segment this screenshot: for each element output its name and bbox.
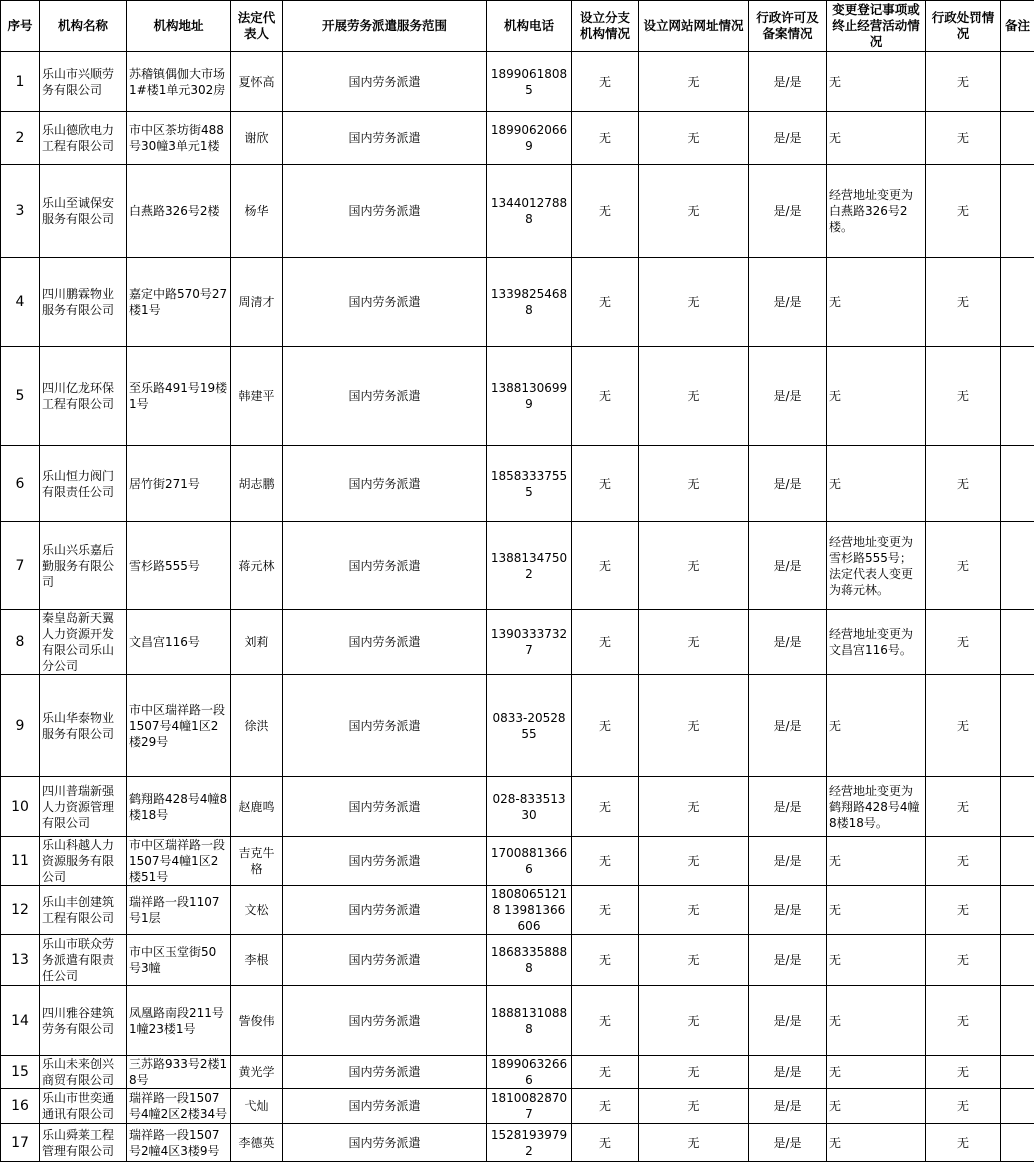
table-cell: 18990632666 (487, 1056, 572, 1089)
table-cell (1001, 258, 1034, 347)
table-cell: 3 (1, 165, 40, 258)
table-cell: 杨华 (231, 165, 283, 258)
table-cell: 秦皇岛新天翼人力资源开发有限公司乐山分公司 (40, 610, 127, 675)
table-cell: 无 (639, 112, 749, 165)
table-cell: 无 (926, 522, 1001, 610)
table-cell: 国内劳务派遣 (283, 675, 487, 777)
table-cell: 13 (1, 935, 40, 986)
table-cell: 四川普瑞新强人力资源管理有限公司 (40, 777, 127, 837)
table-cell: 无 (572, 886, 639, 935)
table-cell: 夏怀高 (231, 52, 283, 112)
header-cell: 法定代表人 (231, 1, 283, 52)
table-row (1, 522, 1034, 610)
table-cell: 乐山兴乐嘉后勤服务有限公司 (40, 522, 127, 610)
table-cell: 国内劳务派遣 (283, 1124, 487, 1162)
table-cell: 国内劳务派遣 (283, 837, 487, 886)
table-cell: 15 (1, 1056, 40, 1089)
table-cell: 11 (1, 837, 40, 886)
table-cell: 吉克牛格 (231, 837, 283, 886)
table-cell: 无 (827, 52, 926, 112)
table-cell: 无 (926, 112, 1001, 165)
header-cell: 设立分支机构情况 (572, 1, 639, 52)
table-cell: 至乐路491号19楼1号 (127, 347, 231, 446)
table-cell: 是/是 (749, 886, 827, 935)
table-cell: 四川雅谷建筑劳务有限公司 (40, 986, 127, 1056)
table-cell: 18990620669 (487, 112, 572, 165)
table-cell: 无 (572, 935, 639, 986)
table-row (1, 675, 1034, 777)
table-cell: 无 (926, 610, 1001, 675)
table-cell: 无 (639, 446, 749, 522)
table-cell: 三苏路933号2楼18号 (127, 1056, 231, 1089)
table-cell: 乐山恒力阀门有限责任公司 (40, 446, 127, 522)
table-cell: 国内劳务派遣 (283, 446, 487, 522)
table-cell: 无 (926, 986, 1001, 1056)
table-cell: 无 (639, 935, 749, 986)
table-cell: 是/是 (749, 777, 827, 837)
table-cell: 赵鹿鸣 (231, 777, 283, 837)
table-cell: 乐山至诚保安服务有限公司 (40, 165, 127, 258)
table-cell: 是/是 (749, 446, 827, 522)
table-cell: 12 (1, 886, 40, 935)
table-row (1, 1089, 1034, 1124)
table-cell: 国内劳务派遣 (283, 52, 487, 112)
table-cell: 是/是 (749, 347, 827, 446)
table-cell: 市中区瑞祥路一段1507号4幢1区2楼51号 (127, 837, 231, 886)
table-cell: 是/是 (749, 1089, 827, 1124)
table-cell: 文昌宫116号 (127, 610, 231, 675)
table-cell: 无 (639, 52, 749, 112)
table-cell: 13903337327 (487, 610, 572, 675)
header-cell: 备注 (1001, 1, 1034, 52)
table-cell: 是/是 (749, 1056, 827, 1089)
table-cell: 市中区茶坊街488号30幢3单元1楼 (127, 112, 231, 165)
table-cell (1001, 1089, 1034, 1124)
table-cell: 鹤翔路428号4幢8楼18号 (127, 777, 231, 837)
table-row (1, 837, 1034, 886)
table-cell: 无 (639, 777, 749, 837)
table-cell: 15281939792 (487, 1124, 572, 1162)
table-cell: 无 (926, 935, 1001, 986)
table-cell (1001, 1124, 1034, 1162)
table-cell: 4 (1, 258, 40, 347)
table-cell: 无 (572, 258, 639, 347)
table-cell: 乐山德欣电力工程有限公司 (40, 112, 127, 165)
table-cell: 无 (572, 777, 639, 837)
table-row (1, 1124, 1034, 1162)
table-cell: 无 (827, 112, 926, 165)
header-cell: 变更登记事项或终止经营活动情况 (827, 1, 926, 52)
table-cell: 无 (827, 986, 926, 1056)
table-cell: 18583337555 (487, 446, 572, 522)
table-cell: 无 (827, 1056, 926, 1089)
table-cell: 苏稽镇偶伽大市场1#楼1单元302房 (127, 52, 231, 112)
table-cell: 16 (1, 1089, 40, 1124)
table-cell: 国内劳务派遣 (283, 258, 487, 347)
table-cell: 乐山市世奕通通讯有限公司 (40, 1089, 127, 1124)
table-cell: 市中区玉堂街50号3幢 (127, 935, 231, 986)
table-cell: 是/是 (749, 986, 827, 1056)
table-cell: 无 (926, 837, 1001, 886)
table-cell: 国内劳务派遣 (283, 986, 487, 1056)
table-row (1, 446, 1034, 522)
table-cell: 四川鹏霖物业服务有限公司 (40, 258, 127, 347)
table-cell: 无 (827, 1089, 926, 1124)
table-cell: 刘莉 (231, 610, 283, 675)
table-cell: 无 (639, 347, 749, 446)
table-row (1, 1056, 1034, 1089)
table-cell: 是/是 (749, 935, 827, 986)
table-cell (1001, 165, 1034, 258)
table-cell: 韩建平 (231, 347, 283, 446)
table-cell: 雪杉路555号 (127, 522, 231, 610)
table-cell: 国内劳务派遣 (283, 610, 487, 675)
table-cell (1001, 522, 1034, 610)
table-cell (1001, 675, 1034, 777)
table-cell: 无 (639, 522, 749, 610)
table-cell: 028-83351330 (487, 777, 572, 837)
table-cell: 无 (639, 1124, 749, 1162)
table-cell: 乐山华泰物业服务有限公司 (40, 675, 127, 777)
table-cell: 无 (572, 986, 639, 1056)
table-cell: 6 (1, 446, 40, 522)
table-cell: 无 (926, 258, 1001, 347)
table-cell: 乐山丰创建筑工程有限公司 (40, 886, 127, 935)
table-cell (1001, 777, 1034, 837)
table-cell: 14 (1, 986, 40, 1056)
table-cell: 无 (926, 1056, 1001, 1089)
table-cell: 无 (572, 1124, 639, 1162)
table-cell: 周清才 (231, 258, 283, 347)
table-cell: 是/是 (749, 837, 827, 886)
table-row (1, 935, 1034, 986)
table-cell: 无 (639, 837, 749, 886)
table-cell: 黄光学 (231, 1056, 283, 1089)
table-cell: 7 (1, 522, 40, 610)
table-cell: 无 (827, 1124, 926, 1162)
table-cell: 无 (926, 446, 1001, 522)
table-cell: 无 (572, 52, 639, 112)
table-cell: 国内劳务派遣 (283, 165, 487, 258)
table-cell: 无 (827, 675, 926, 777)
table-cell: 国内劳务派遣 (283, 522, 487, 610)
table-cell (1001, 886, 1034, 935)
table-cell: 国内劳务派遣 (283, 886, 487, 935)
header-cell: 设立网站网址情况 (639, 1, 749, 52)
table-cell: 是/是 (749, 1124, 827, 1162)
table-row (1, 258, 1034, 347)
table-cell: 无 (827, 446, 926, 522)
table-cell: 无 (572, 610, 639, 675)
table-cell: 无 (572, 1089, 639, 1124)
table-cell: 无 (926, 1124, 1001, 1162)
table-cell: 文松 (231, 886, 283, 935)
table-cell: 9 (1, 675, 40, 777)
table-cell: 无 (926, 165, 1001, 258)
table-row (1, 777, 1034, 837)
table-cell: 18881310888 (487, 986, 572, 1056)
table-cell: 居竹街271号 (127, 446, 231, 522)
table-cell: 经营地址变更为鹤翔路428号4幢8楼18号。 (827, 777, 926, 837)
header-row (1, 1, 1034, 52)
table-cell: 10 (1, 777, 40, 837)
table-cell: 是/是 (749, 258, 827, 347)
table-cell: 经营地址变更为白燕路326号2楼。 (827, 165, 926, 258)
table-cell: 无 (926, 675, 1001, 777)
table-cell: 无 (639, 610, 749, 675)
table-cell: 5 (1, 347, 40, 446)
table-cell (1001, 986, 1034, 1056)
table-cell: 经营地址变更为文昌宫116号。 (827, 610, 926, 675)
table-cell: 是/是 (749, 522, 827, 610)
table-cell: 13881306999 (487, 347, 572, 446)
table-cell: 无 (827, 886, 926, 935)
table-cell: 国内劳务派遣 (283, 1089, 487, 1124)
table-cell: 是/是 (749, 52, 827, 112)
table-cell: 无 (572, 1056, 639, 1089)
table-cell: 无 (639, 165, 749, 258)
table-cell: 瑞祥路一段1507号4幢2区2楼34号 (127, 1089, 231, 1124)
table-row (1, 52, 1034, 112)
table-cell: 无 (827, 837, 926, 886)
header-cell: 开展劳务派遣服务范围 (283, 1, 487, 52)
table-cell: 无 (572, 446, 639, 522)
table-body (1, 52, 1034, 1162)
table-cell: 无 (572, 675, 639, 777)
table-cell: 瑞祥路一段1507号2幢4区3楼9号 (127, 1124, 231, 1162)
table-cell: 无 (926, 1089, 1001, 1124)
table-cell: 无 (827, 258, 926, 347)
table-cell: 凤凰路南段211号1幢23楼1号 (127, 986, 231, 1056)
table-cell: 2 (1, 112, 40, 165)
table-cell (1001, 935, 1034, 986)
header-cell: 序号 (1, 1, 40, 52)
table-cell: 市中区瑞祥路一段1507号4幢1区2楼29号 (127, 675, 231, 777)
table-cell: 无 (572, 347, 639, 446)
header-cell: 行政处罚情况 (926, 1, 1001, 52)
table-cell: 李德英 (231, 1124, 283, 1162)
table-cell (1001, 52, 1034, 112)
table-row (1, 610, 1034, 675)
header-cell: 行政许可及备案情况 (749, 1, 827, 52)
table-row (1, 347, 1034, 446)
table-cell: 李根 (231, 935, 283, 986)
table-cell: 18990618085 (487, 52, 572, 112)
table-cell: 是/是 (749, 112, 827, 165)
header-cell: 机构名称 (40, 1, 127, 52)
table-cell: 经营地址变更为雪杉路555号；法定代表人变更为蒋元林。 (827, 522, 926, 610)
table-cell (1001, 610, 1034, 675)
table-cell: 13398254688 (487, 258, 572, 347)
table-cell (1001, 1056, 1034, 1089)
table-cell: 无 (572, 165, 639, 258)
table-row (1, 112, 1034, 165)
table-cell: 17 (1, 1124, 40, 1162)
table-cell: 无 (639, 258, 749, 347)
table-cell: 无 (639, 886, 749, 935)
table-cell: 乐山未来创兴商贸有限公司 (40, 1056, 127, 1089)
table-cell: 訾俊伟 (231, 986, 283, 1056)
table-cell: 无 (639, 1089, 749, 1124)
table-cell: 0833-2052855 (487, 675, 572, 777)
table-cell: 国内劳务派遣 (283, 112, 487, 165)
table-cell: 18100828707 (487, 1089, 572, 1124)
table-cell: 无 (572, 837, 639, 886)
table-cell: 国内劳务派遣 (283, 777, 487, 837)
table-cell: 无 (926, 886, 1001, 935)
table-cell: 白燕路326号2楼 (127, 165, 231, 258)
table-cell: 17008813666 (487, 837, 572, 886)
header-cell: 机构地址 (127, 1, 231, 52)
table-cell: 蒋元林 (231, 522, 283, 610)
table-cell: 是/是 (749, 675, 827, 777)
table-cell: 乐山市联众劳务派遣有限责任公司 (40, 935, 127, 986)
table-cell: 徐洪 (231, 675, 283, 777)
table-cell: 弋灿 (231, 1089, 283, 1124)
table-cell: 国内劳务派遣 (283, 347, 487, 446)
table-cell: 瑞祥路一段1107号1层 (127, 886, 231, 935)
table-row (1, 165, 1034, 258)
table-cell: 是/是 (749, 610, 827, 675)
table-cell: 四川亿龙环保工程有限公司 (40, 347, 127, 446)
table-cell: 乐山科越人力资源服务有限公司 (40, 837, 127, 886)
table-cell: 8 (1, 610, 40, 675)
table-cell (1001, 446, 1034, 522)
table-cell: 无 (639, 675, 749, 777)
table-cell: 是/是 (749, 165, 827, 258)
table-cell (1001, 112, 1034, 165)
table-cell: 无 (926, 52, 1001, 112)
table-cell: 13881347502 (487, 522, 572, 610)
header-cell: 机构电话 (487, 1, 572, 52)
table-cell: 无 (827, 347, 926, 446)
table-cell: 13440127888 (487, 165, 572, 258)
table-cell: 无 (572, 112, 639, 165)
table-cell: 国内劳务派遣 (283, 935, 487, 986)
table-cell: 胡志鹏 (231, 446, 283, 522)
table-cell: 乐山市兴顺劳务有限公司 (40, 52, 127, 112)
table-cell: 无 (827, 935, 926, 986)
table-cell: 无 (926, 777, 1001, 837)
table-cell (1001, 837, 1034, 886)
table-cell: 嘉定中路570号27楼1号 (127, 258, 231, 347)
table-cell: 无 (639, 986, 749, 1056)
table-cell: 无 (572, 522, 639, 610)
table-cell: 18080651218 13981366606 (487, 886, 572, 935)
table-cell: 无 (639, 1056, 749, 1089)
table-row (1, 986, 1034, 1056)
table-cell: 1 (1, 52, 40, 112)
table-cell: 无 (926, 347, 1001, 446)
table-cell: 国内劳务派遣 (283, 1056, 487, 1089)
table-cell (1001, 347, 1034, 446)
table-cell: 谢欣 (231, 112, 283, 165)
table-cell: 乐山舜莱工程管理有限公司 (40, 1124, 127, 1162)
table-cell: 18683358888 (487, 935, 572, 986)
table-row (1, 886, 1034, 935)
